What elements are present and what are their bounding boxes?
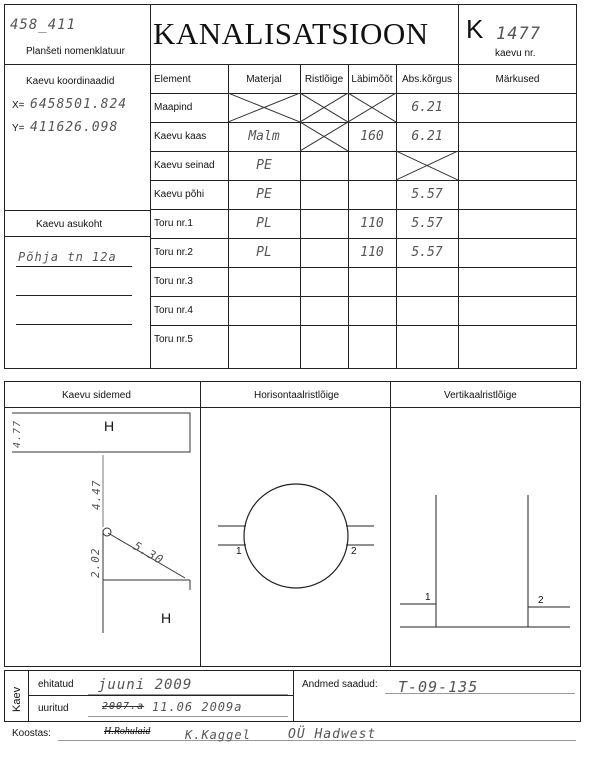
table-row-label: Toru nr.1 <box>154 218 193 229</box>
table-row-label: Kaevu põhi <box>154 189 205 200</box>
dim-diagonal: 5.30 <box>130 538 167 568</box>
table-row-label: Kaevu kaas <box>154 131 207 142</box>
panel1-title: Kaevu sidemed <box>62 390 131 401</box>
h-bottom-label: H <box>161 610 172 626</box>
table-cell: 110 <box>360 216 384 231</box>
kaev-label: Kaev <box>11 686 23 712</box>
compiled-value: K.Kaggel <box>185 728 251 742</box>
table-cell: 6.21 <box>411 100 443 115</box>
table-row-label: Maapind <box>154 102 193 113</box>
table-cell: 160 <box>360 129 384 144</box>
table-row-label: Kaevu seinad <box>154 160 215 171</box>
table-cell: PE <box>256 187 272 202</box>
table-header: Läbimõõt <box>351 73 393 85</box>
x-label: X= <box>12 100 25 111</box>
table-cell: PE <box>256 158 272 173</box>
table-header: Materjal <box>246 73 282 85</box>
surveyed-value: 11.06 2009a <box>152 700 243 714</box>
compiled-struck: H.Rohulaid <box>104 726 151 737</box>
built-value: juuni 2009 <box>98 677 193 693</box>
table-row-label: Toru nr.3 <box>154 276 193 287</box>
dim-vertical: 4.47 <box>90 479 103 510</box>
table-cell: PL <box>256 245 272 260</box>
surveyed-struck: 2007.a <box>102 701 145 712</box>
built-label: ehitatud <box>38 679 74 690</box>
table-header: Ristlõige <box>304 73 344 85</box>
pipe2-label: 2 <box>351 546 357 557</box>
sheet-number: 458_411 <box>10 17 77 33</box>
table-cell: 110 <box>360 245 384 260</box>
table-cell: 5.57 <box>411 216 443 231</box>
page-title: KANALISATSIOON <box>153 16 429 51</box>
vpipe1-label: 1 <box>425 592 431 603</box>
location-value: Põhja tn 12a <box>18 250 117 264</box>
well-label: kaevu nr. <box>495 48 536 59</box>
table-header: Märkused <box>495 73 540 85</box>
table-cell: Malm <box>248 129 280 144</box>
panel2-title: Horisontaalristlõige <box>254 390 340 401</box>
table-header: Element <box>154 73 191 85</box>
table-cell: 6.21 <box>411 129 443 144</box>
location-label: Kaevu asukoht <box>36 219 103 230</box>
table-row-label: Toru nr.4 <box>154 305 193 316</box>
compiled-label: Koostas: <box>12 728 51 739</box>
x-value: 6458501.824 <box>30 97 128 112</box>
panel3-title: Vertikaalristlõige <box>444 390 517 401</box>
data-source-label: Andmed saadud: <box>302 679 378 690</box>
coordinates-label: Kaevu koordinaadid <box>26 76 115 87</box>
table-row-label: Toru nr.2 <box>154 247 193 258</box>
well-prefix: K <box>466 14 484 44</box>
h-top-label: H <box>104 418 115 434</box>
company: OÜ Hadwest <box>288 727 377 742</box>
y-label: Y= <box>12 123 25 134</box>
surveyed-label: uuritud <box>38 703 69 714</box>
dim-short: 2.02 <box>89 547 102 578</box>
y-value: 411626.098 <box>30 120 119 135</box>
table-row-label: Toru nr.5 <box>154 334 193 345</box>
table-cell: 5.57 <box>411 245 443 260</box>
sheet-label: Planšeti nomenklatuur <box>26 46 125 57</box>
table-header: Abs.kõrgus <box>401 73 453 85</box>
dim-top-left: 4.77 <box>12 419 23 448</box>
vpipe2-label: 2 <box>538 595 544 606</box>
pipe1-label: 1 <box>236 546 242 557</box>
well-number: 1477 <box>496 24 541 44</box>
table-cell: 5.57 <box>411 187 443 202</box>
data-source-value: T-09-135 <box>398 678 479 696</box>
table-cell: PL <box>256 216 272 231</box>
